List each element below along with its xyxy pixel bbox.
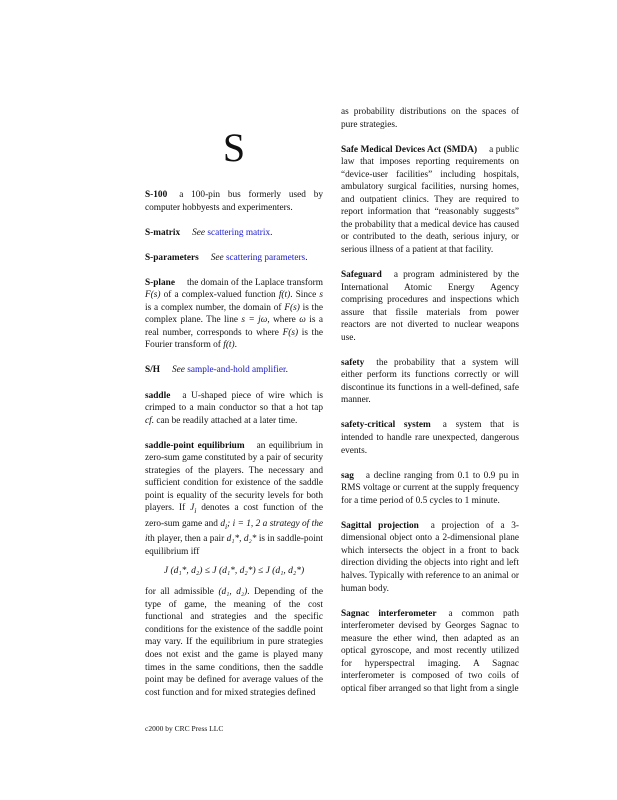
entry-sag bbox=[341, 470, 519, 508]
entry-s-plane bbox=[145, 277, 323, 352]
math-expression: i bbox=[145, 534, 148, 545]
definition-text: . Depending of the type of game, the meaning of the cost functional and strategies and the specific conditions for the existence of the saddle point may vary. If the equilibrium in pure strategies does not exist and the game is played many times in the same conditions, then the saddle point may be defined for average values of the cost function and for mixed strategies defined bbox=[145, 587, 323, 698]
entry-term: saddle-point equilibrium bbox=[145, 440, 245, 451]
definition-text: th player, then a pair bbox=[147, 534, 225, 545]
math-expression: F(s) bbox=[282, 327, 299, 338]
definition-text: the domain of the Laplace transform bbox=[186, 277, 323, 288]
entry-definition: a projection of a 3-dimensional object onto a 2-dimensional plane which intersects the object in a front to back direction dividing the objects into right and left halves. Typically with reference to an animal or human body. bbox=[341, 520, 520, 594]
cross-reference-link[interactable]: sample-and-hold amplifier bbox=[187, 365, 286, 376]
right-column bbox=[341, 106, 519, 708]
entry-s-h bbox=[145, 364, 323, 377]
math-expression: (d₁, d₂) bbox=[218, 587, 248, 598]
entry-sagnac-interferometer bbox=[341, 608, 519, 696]
entry-term: safety bbox=[341, 357, 365, 368]
entry-definition: a system that is intended to handle rare unexpected, dangerous events. bbox=[341, 420, 519, 456]
math-subscript: i bbox=[224, 521, 228, 531]
math-expression: J bbox=[190, 503, 195, 514]
punctuation: . bbox=[270, 227, 273, 238]
entry-definition: a decline ranging from 0.1 to 0.9 pu in RMS voltage or current at the supply frequency for a time period of 0.5 cycles to 1 minute. bbox=[341, 470, 519, 506]
left-column bbox=[145, 189, 323, 712]
entry-safety bbox=[341, 357, 519, 407]
definition-text: . Since bbox=[290, 290, 317, 301]
entry-definition: a public law that imposes reporting requirements on “device-user facilities” including hospitals, ambulatory surgical facilities, nursing homes, and outpatient clinics. They are required to report information that “reasonably suggests” the probability that a medical device has caused or contributed to the death, serious injury, or serious illness of a patient at that facility. bbox=[341, 144, 519, 255]
entry-term: S-100 bbox=[145, 190, 168, 200]
entry-definition: a program administered by the International Atomic Energy Agency comprising procedures and inspections which assure that fissile materials from power reactors are not diverted to nuclear weapons use. bbox=[341, 270, 519, 343]
see-label: See bbox=[172, 365, 185, 376]
definition-text: is the complex plane. The line bbox=[145, 302, 324, 326]
see-label: See bbox=[192, 227, 206, 238]
math-subscript: i bbox=[194, 506, 197, 516]
definition-text: can be readily attached at a later time. bbox=[156, 415, 298, 426]
definition-text: an equilibrium in zero-sum game constituted by a pair of security strategies of the players. The necessary and sufficient condition for existence of the saddle point is equality of the security levels for both players. If bbox=[145, 440, 323, 514]
definition-text: , where bbox=[267, 315, 296, 326]
entry-safety-critical-system bbox=[341, 419, 519, 457]
punctuation: . bbox=[305, 252, 308, 263]
continued-text: as probability distributions on the spaces of pure strategies. bbox=[341, 107, 519, 130]
definition-text: denotes a cost function of the zero-sum game and bbox=[145, 503, 323, 529]
entry-s-parameters bbox=[145, 252, 323, 265]
entry-sagittal-projection bbox=[341, 520, 519, 595]
entry-definition: the probability that a system will either perform its functions correctly or will discontinue its functions in a well-defined, safe manner. bbox=[341, 357, 519, 406]
definition-text: ; i = 1, 2 a strategy of the bbox=[227, 518, 324, 529]
punctuation: . bbox=[285, 365, 288, 376]
cross-reference-link[interactable]: scattering matrix bbox=[207, 227, 271, 238]
entry-s-matrix bbox=[145, 227, 323, 240]
math-expression: f(t) bbox=[278, 290, 291, 301]
entry-term: S/H bbox=[145, 365, 160, 376]
definition-text: a U-shaped piece of wire which is crimped to a main conductor so that a hot tap bbox=[145, 390, 323, 414]
entry-term: saddle bbox=[145, 390, 171, 401]
math-expression: ω bbox=[299, 315, 306, 326]
definition-text: is a complex number, the domain of bbox=[145, 302, 282, 313]
entry-term: S-matrix bbox=[145, 227, 181, 238]
entry-term: Sagnac interferometer bbox=[341, 608, 437, 619]
math-expression: F(s) bbox=[145, 290, 161, 301]
entry-saddle bbox=[145, 390, 323, 428]
math-expression: s bbox=[319, 290, 324, 301]
definition-text: is a real number, corresponds to where bbox=[145, 315, 324, 338]
abbreviation: cf. bbox=[145, 415, 155, 426]
math-expression: d₁*, d₂* bbox=[226, 534, 257, 545]
entry-term: Safe Medical Devices Act (SMDA) bbox=[341, 144, 478, 155]
saddle-point-equation: J (d₁*, d₂) ≤ J (d₁*, d₂*) ≤ J (d₁, d₂*) bbox=[163, 566, 305, 577]
entry-safeguard bbox=[341, 269, 519, 344]
definition-text: is the Fourier transform of bbox=[145, 327, 323, 351]
definition-text: of a complex-valued function bbox=[163, 290, 276, 301]
entry-saddle-point-equilibrium bbox=[145, 440, 323, 700]
punctuation: . bbox=[234, 340, 237, 351]
entry-term: S-plane bbox=[145, 277, 175, 288]
entry-smda bbox=[341, 144, 519, 257]
see-label: See bbox=[210, 252, 224, 263]
entry-term: sag bbox=[341, 470, 354, 481]
copyright-footer: c2000 by CRC Press LLC bbox=[145, 724, 224, 733]
math-expression: d bbox=[220, 518, 225, 529]
math-expression: s = jω bbox=[241, 315, 268, 326]
definition-text: is in saddle-point equilibrium iff bbox=[145, 534, 324, 557]
math-expression: F(s) bbox=[284, 302, 300, 313]
math-expression: f(t) bbox=[223, 340, 235, 351]
entry-s100 bbox=[145, 189, 323, 214]
entry-term: Safeguard bbox=[341, 270, 382, 281]
entry-term: S-parameters bbox=[145, 252, 199, 263]
entry-definition: a 100-pin bus formerly used by computer hobbyests and experimenters. bbox=[145, 190, 323, 213]
cross-reference-link[interactable]: scattering parameters bbox=[225, 252, 306, 263]
definition-text: for all admissible bbox=[145, 587, 214, 598]
entry-term: safety-critical system bbox=[341, 420, 431, 431]
entry-term: Sagittal projection bbox=[341, 520, 419, 531]
entry-definition: a common path interferometer devised by Georges Sagnac to measure the ether wind, then adapted as an optical gyroscope, and most recently utilized for hyperspectral imaging. A Sagnac interferometer is composed of two coils of optical fiber arranged so that light from a single bbox=[341, 608, 519, 694]
section-letter-heading: S bbox=[222, 125, 246, 170]
